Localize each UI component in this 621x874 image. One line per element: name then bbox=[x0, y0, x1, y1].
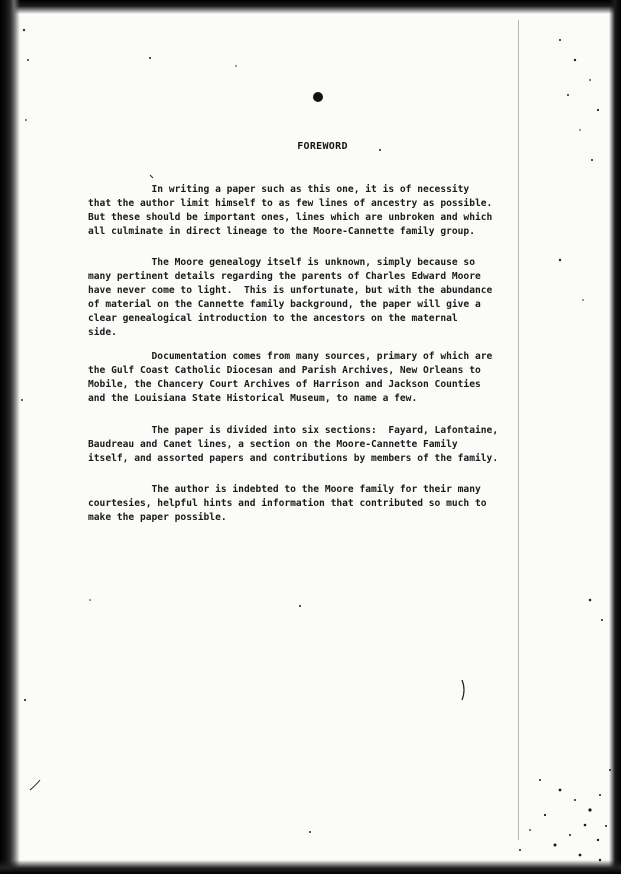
text-line: of material on the Cannette family background, the paper will give a bbox=[88, 299, 481, 310]
text-line: make the paper possible. bbox=[88, 512, 227, 523]
text-line: itself, and assorted papers and contributions by members of the family. bbox=[88, 453, 499, 464]
text-line: Documentation comes from many sources, primary of which are bbox=[88, 351, 493, 362]
paragraph-documentation bbox=[88, 350, 566, 406]
text-line: that the author limit himself to as few lines of ancestry as possible. bbox=[88, 198, 493, 209]
paragraph-intro bbox=[88, 183, 566, 239]
text-line: But these should be important ones, lines which are unbroken and which bbox=[88, 212, 493, 223]
text-line: clear genealogical introduction to the ancestors on the maternal bbox=[88, 313, 458, 324]
text-line: The paper is divided into six sections: Fayard, Lafontaine, bbox=[88, 425, 499, 436]
text-line: all culminate in direct lineage to the Moore-Cannette family group. bbox=[88, 226, 475, 237]
page-title: FOREWORD bbox=[297, 141, 348, 152]
text-line: The author is indebted to the Moore family for their many bbox=[88, 484, 481, 495]
text-line: many pertinent details regarding the parents of Charles Edward Moore bbox=[88, 271, 481, 282]
text-line: The Moore genealogy itself is unknown, simply because so bbox=[88, 257, 475, 268]
text-line: In writing a paper such as this one, it is of necessity bbox=[88, 184, 470, 195]
paragraph-genealogy bbox=[88, 256, 566, 340]
paragraph-sections bbox=[88, 424, 566, 466]
text-line: courtesies, helpful hints and information that contributed so much to bbox=[88, 498, 487, 509]
text-line: and the Louisiana State Historical Museum, to name a few. bbox=[88, 393, 418, 404]
paragraph-acknowledgement bbox=[88, 483, 566, 525]
text-line: have never come to light. This is unfortunate, but with the abundance bbox=[88, 285, 493, 296]
text-line: Mobile, the Chancery Court Archives of Harrison and Jackson Counties bbox=[88, 379, 481, 390]
text-line: side. bbox=[88, 327, 117, 338]
text-line: Baudreau and Canet lines, a section on the Moore-Cannette Family bbox=[88, 439, 458, 450]
text-line: the Gulf Coast Catholic Diocesan and Parish Archives, New Orleans to bbox=[88, 365, 481, 376]
